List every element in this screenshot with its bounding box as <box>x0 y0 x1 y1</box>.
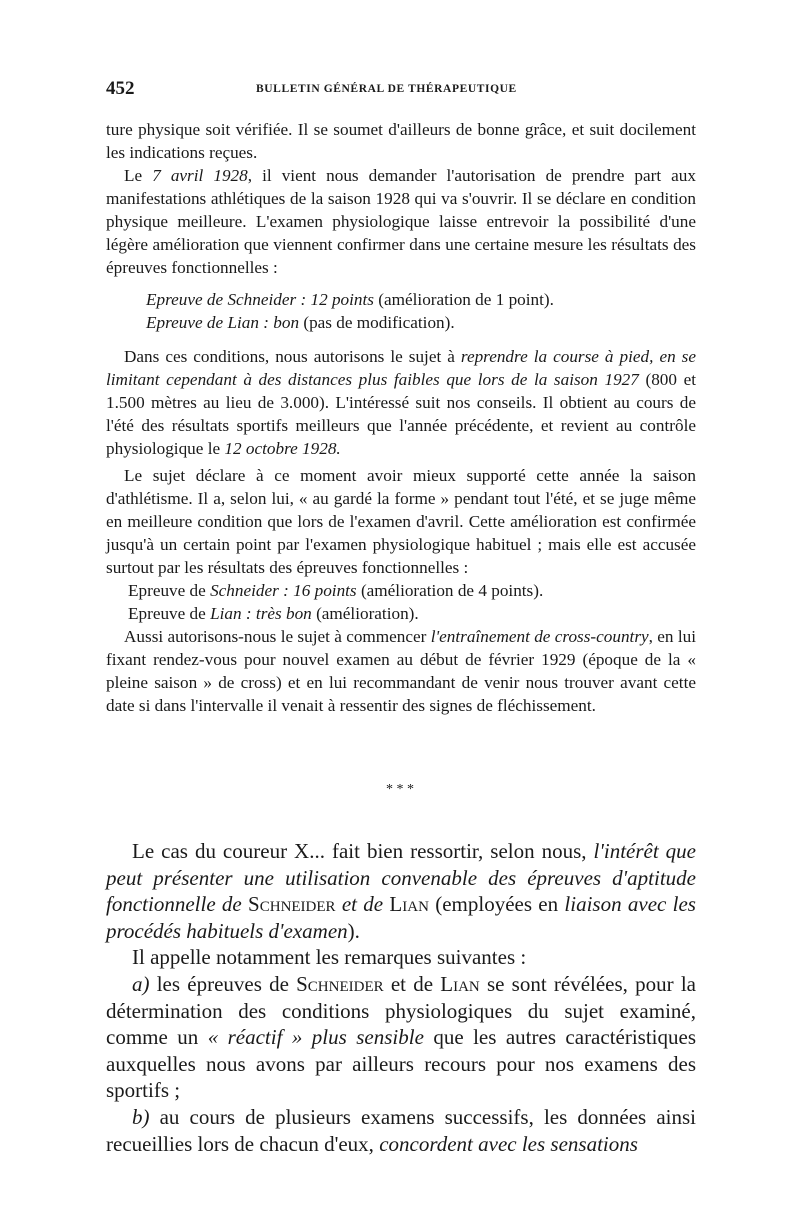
page-header <box>106 78 696 102</box>
paragraph-4: Le sujet déclare à ce moment avoir mieux supporté cette année la saison d'athlétisme. Il a, selon lui, « au gardé la forme » pendant tout l'été, et se juge même en meilleure condition que lors de l'examen d'avril. Cette amélioration est confirmée jusqu'à un certain point par l'examen physiologique habituel ; mais elle est accusée surtout par les résultats des épreuves fonctionnelles : <box>106 466 696 577</box>
paragraph-8: a) les épreuves de Schneider et de Lian se sont révélées, pour la détermination des conditions physiologiques du sujet examiné, comme un « réactif » plus sensible que les autres caractéristiques auxquelles nous avons par ailleurs recours pour nos examens des sportifs ; <box>106 971 697 1103</box>
running-title: BULLETIN GÉNÉRAL DE THÉRAPEUTIQUE <box>256 83 517 95</box>
test-result-lian-1: Epreuve de Lian : bon (pas de modification). <box>146 313 455 332</box>
paragraph-7: Il appelle notamment les remarques suivantes : <box>132 945 527 970</box>
test-result-schneider-1: Epreuve de Schneider : 12 points (amélioration de 1 point). <box>146 290 554 309</box>
large-print-section <box>106 838 696 1157</box>
page-number: 452 <box>106 78 135 99</box>
paragraph-3: Dans ces conditions, nous autorisons le sujet à reprendre la course à pied, en se limitant cependant à des distances plus faibles que lors de la saison 1927 (800 et 1.500 mètres au lieu de 3.000). L'intéressé suit nos conseils. Il obtient au cours de l'été des résultats sportifs meilleurs que l'année précédente, et revient au contrôle physiologique le 12 octobre 1928. <box>106 347 696 458</box>
paragraph-6: Le cas du coureur X... fait bien ressortir, selon nous, l'intérêt que peut présenter une utilisation convenable des épreuves d'aptitude fonctionnelle de Schneider et de Lian (employées en liaison avec les procédés habituels d'examen). <box>106 839 697 943</box>
paragraph-9: b) au cours de plusieurs examens successifs, les données ainsi recueillies lors de chacun d'eux, concordent avec les sensations <box>106 1104 696 1156</box>
paragraph-1: ture physique soit vérifiée. Il se soumet d'ailleurs de bonne grâce, et suit docilement les indications reçues. <box>106 120 696 162</box>
test-result-schneider-2: Epreuve de Schneider : 16 points (amélioration de 4 points). <box>128 581 544 600</box>
test-result-lian-2: Epreuve de Lian : très bon (amélioration). <box>128 604 419 623</box>
paragraph-5: Aussi autorisons-nous le sujet à commencer l'entraînement de cross-country, en lui fixant rendez-vous pour nouvel examen au début de février 1929 (époque de la « pleine saison » de cross) et en lui recommandant de venir nous trouver avant cette date si dans l'intervalle il venait à ressentir des signes de fléchissement. <box>106 627 696 715</box>
paragraph-2: Le 7 avril 1928, il vient nous demander l'autorisation de prendre part aux manifestations athlétiques de la saison 1928 qui va s'ouvrir. Il se déclare en condition physique meilleure. L'examen physiologique laisse entrevoir la possibilité d'une légère amélioration que viennent confirmer dans une certaine mesure les résultats des épreuves fonctionnelles : <box>106 166 696 277</box>
section-separator: * * * <box>386 782 414 797</box>
small-print-section <box>106 118 696 717</box>
